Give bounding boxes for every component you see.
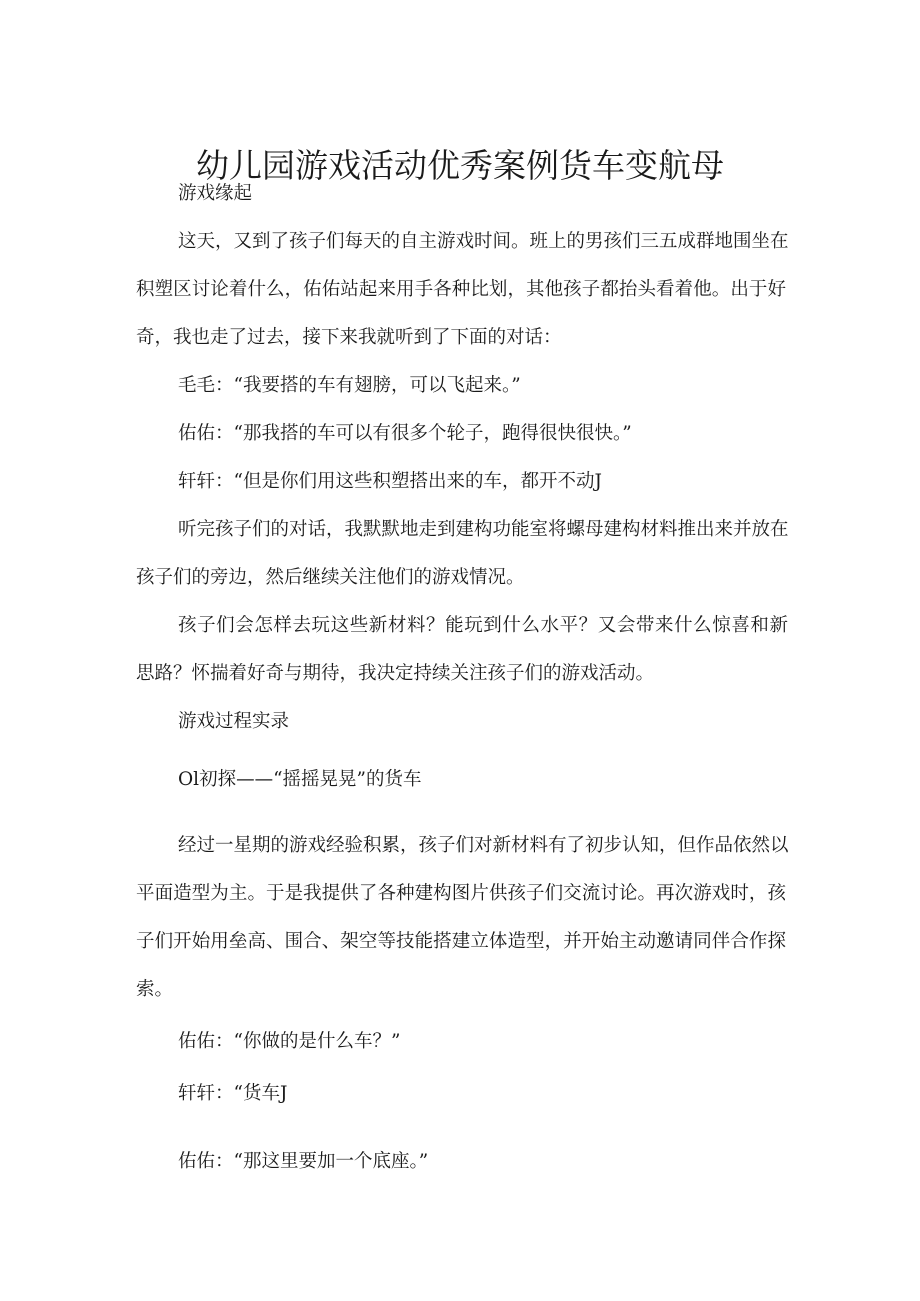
paragraph-line: 子们开始用垒高、围合、架空等技能搭建立体造型，并开始主动邀请同伴合作探: [136, 931, 786, 952]
paragraph-line: 这天，又到了孩子们每天的自主游戏时间。班上的男孩们三五成群地围坐在: [178, 231, 789, 252]
dialogue-line: 轩轩：“货车J: [178, 1083, 288, 1104]
section-heading-origin: 游戏缘起: [178, 183, 253, 204]
paragraph-line: 思路？怀揣着好奇与期待，我决定持续关注孩子们的游戏活动。: [136, 663, 655, 684]
subsection-heading: Ol初探——“摇摇晃晃”的货车: [178, 769, 422, 790]
dialogue-line: 轩轩：“但是你们用这些积塑搭出来的车，都开不动J: [178, 471, 602, 492]
paragraph-line: 经过一星期的游戏经验积累，孩子们对新材料有了初步认知，但作品依然以: [178, 835, 789, 856]
dialogue-line: 佑佑：“那这里要加一个底座。”: [178, 1151, 429, 1172]
document-title: 幼儿园游戏活动优秀案例货车变航母: [196, 146, 724, 186]
section-heading-process: 游戏过程实录: [178, 711, 290, 732]
paragraph-line: 奇，我也走了过去，接下来我就听到了下面的对话：: [136, 327, 562, 348]
paragraph-line: 孩子们的旁边，然后继续关注他们的游戏情况。: [136, 567, 525, 588]
paragraph-line: 孩子们会怎样去玩这些新材料？能玩到什么水平？又会带来什么惊喜和新: [178, 615, 788, 636]
dialogue-line: 佑佑：“那我搭的车可以有很多个轮子，跑得很快很快。”: [178, 423, 632, 444]
dialogue-line: 佑佑：“你做的是什么车？”: [178, 1031, 401, 1052]
dialogue-line: 毛毛：“我要搭的车有翅膀，可以飞起来。”: [178, 375, 521, 396]
paragraph-line: 平面造型为主。于是我提供了各种建构图片供孩子们交流讨论。再次游戏时，孩: [136, 883, 786, 904]
paragraph-line: 索。: [136, 979, 174, 1000]
paragraph-line: 听完孩子们的对话，我默默地走到建构功能室将螺母建构材料推出来并放在: [178, 519, 789, 540]
paragraph-line: 积塑区讨论着什么，佑佑站起来用手各种比划，其他孩子都抬头看着他。出于好: [136, 279, 786, 300]
